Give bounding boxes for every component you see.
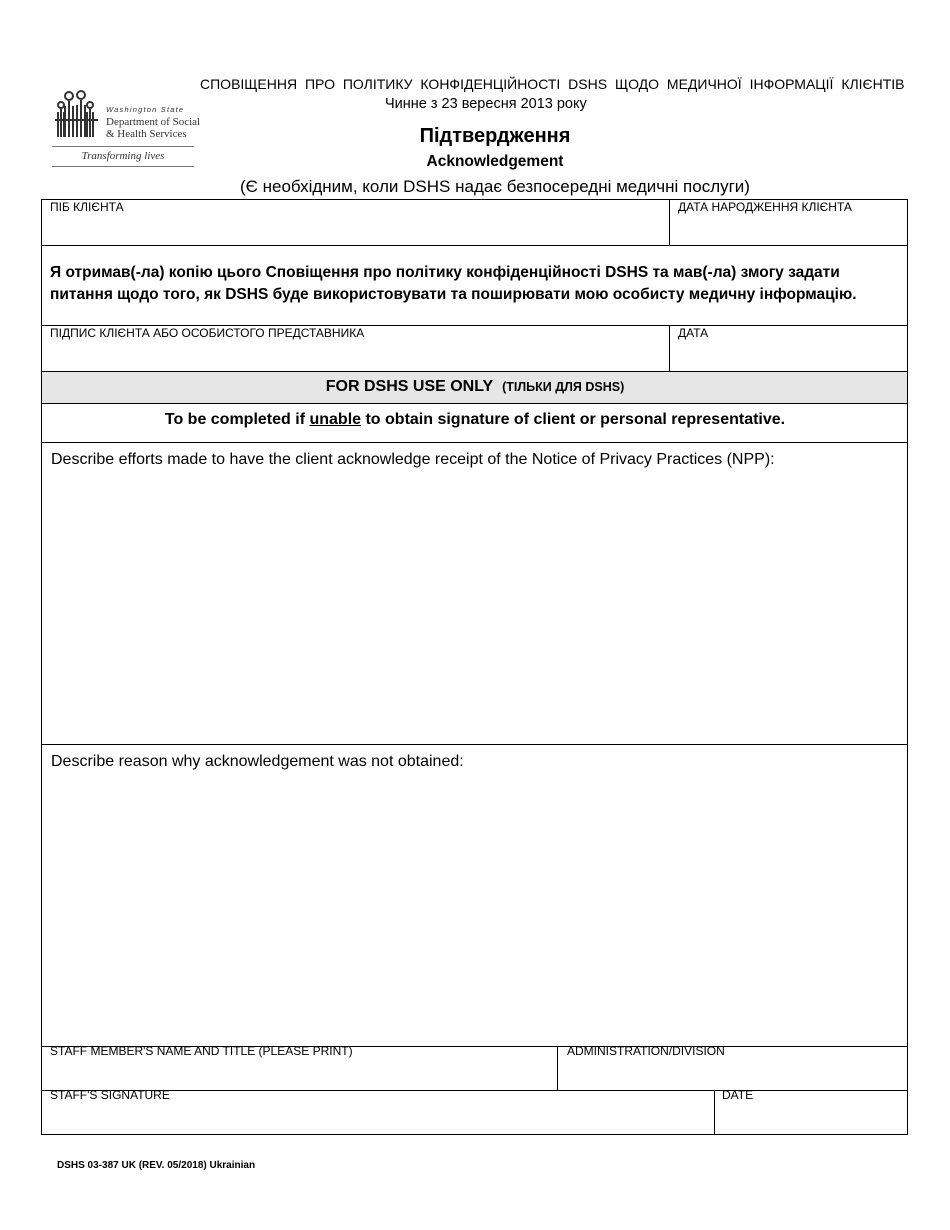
form-left-border (41, 199, 42, 1135)
requirement-note: (Є необхідним, коли DSHS надає безпосередні медичні послуги) (240, 177, 750, 196)
staff-name-field[interactable]: STAFF MEMBER'S NAME AND TITLE (PLEASE PRINT) (50, 1044, 353, 1058)
page-subtitle: Acknowledgement (426, 153, 564, 170)
client-dob-field[interactable]: ДАТА НАРОДЖЕННЯ КЛІЄНТА (678, 200, 852, 214)
office-instruction: To be completed if unable to obtain signature of client or personal representative. (164, 411, 786, 428)
logo-state: Washington State (106, 105, 185, 114)
family-figures-icon (52, 90, 102, 142)
notice-title: СПОВІЩЕННЯ ПРО ПОЛІТИКУ КОНФІДЕНЦІЙНОСТІ DSHS ЩОДО МЕДИЧНОЇ ІНФОРМАЦІЇ КЛІЄНТІВ (200, 76, 905, 92)
grid-line (41, 1090, 908, 1091)
reason-field[interactable]: Describe reason why acknowledgement was not obtained: (51, 753, 464, 770)
grid-line (41, 371, 908, 372)
efforts-field[interactable]: Describe efforts made to have the client acknowledge receipt of the Notice of Privacy Practices (NPP): (51, 451, 775, 468)
logo-rule-bottom (52, 166, 194, 167)
administration-division-field[interactable]: ADMINISTRATION/DIVISION (567, 1044, 725, 1058)
grid-line (41, 442, 908, 443)
effective-date: Чинне з 23 вересня 2013 року (385, 96, 587, 112)
acknowledgement-statement: Я отримав(-ла) копію цього Сповіщення про політику конфіденційності DSHS та мав(-ла) змогу задати питання щодо того, як DSHS буде використовувати та поширювати мою особисту медичну інформацію. (50, 264, 857, 303)
staff-signature-field[interactable]: STAFF'S SIGNATURE (50, 1088, 170, 1102)
logo-tagline: Transforming lives (81, 150, 165, 162)
grid-line (669, 325, 670, 371)
form-bottom-border (41, 1134, 908, 1135)
logo-rule-top (52, 146, 194, 147)
grid-line (41, 403, 908, 404)
grid-line (41, 744, 908, 745)
grid-line (669, 199, 670, 245)
office-use-title: FOR DSHS USE ONLY (ТІЛЬКИ ДЛЯ DSHS) (325, 378, 625, 395)
form-id: DSHS 03-387 UK (REV. 05/2018) Ukrainian (57, 1160, 256, 1171)
client-name-field[interactable]: ПІБ КЛІЄНТА (50, 200, 124, 214)
staff-date-field[interactable]: DATE (722, 1088, 754, 1102)
grid-line (714, 1090, 715, 1134)
logo-department: Department of Social & Health Services (106, 116, 201, 140)
dshs-logo (52, 90, 201, 170)
form-right-border (907, 199, 908, 1135)
page-title: Підтвердження (419, 125, 571, 147)
grid-line (41, 245, 908, 246)
client-signature-field[interactable]: ПІДПИС КЛІЄНТА АБО ОСОБИСТОГО ПРЕДСТАВНИКА (50, 326, 365, 340)
grid-line (557, 1046, 558, 1090)
client-date-field[interactable]: ДАТА (678, 326, 709, 340)
